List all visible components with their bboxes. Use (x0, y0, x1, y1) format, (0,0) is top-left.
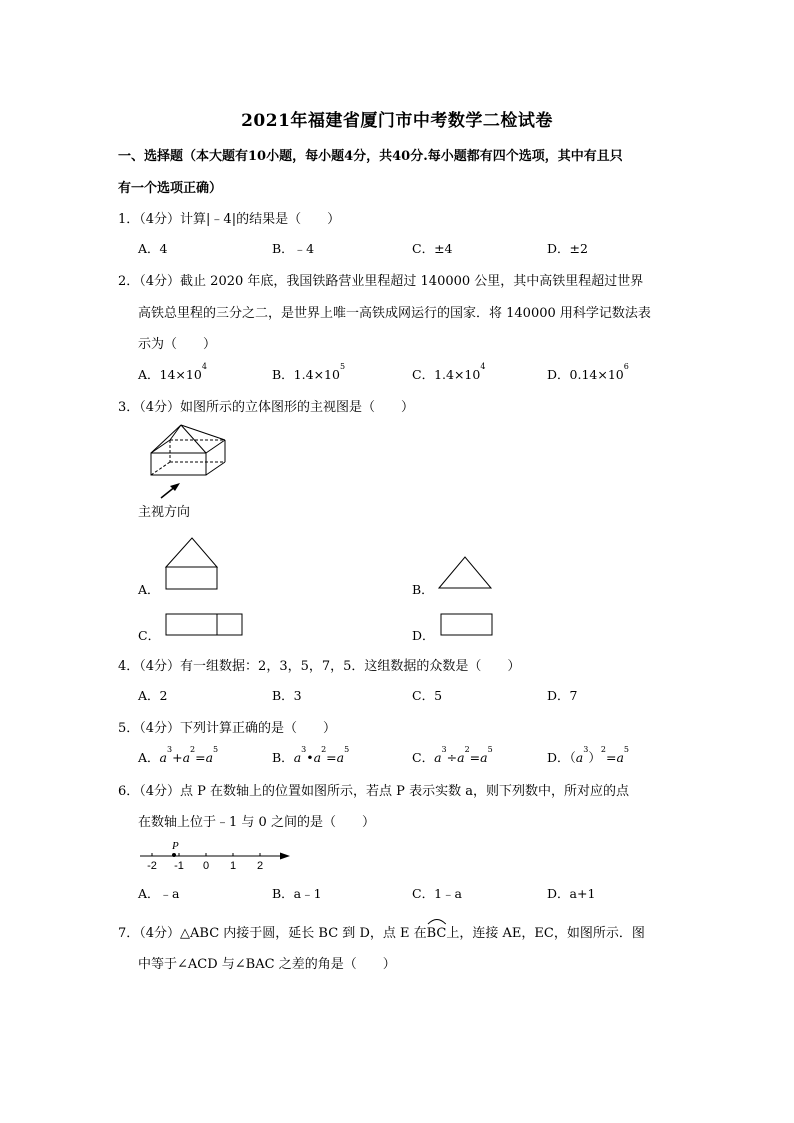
arc-icon (427, 917, 447, 925)
q3-option-c-figure[interactable] (165, 613, 245, 638)
q5-option-d[interactable]: D．$(a^3)^2=a^5$ (547, 745, 629, 765)
axis-tick-label: 2 (256, 860, 264, 872)
q2-stem-line2: 高铁总里程的三分之二，是世界上唯一高铁成网运行的国家．将 140000 用科学记数法表 (138, 306, 651, 321)
q5-option-d-text: $(a^3)^2=a^5$ (569, 745, 629, 765)
q3-figure-label: 主视方向 (138, 505, 191, 520)
q3-option-b[interactable]: B． (412, 582, 434, 597)
q6-option-d[interactable]: D．a+1 (547, 886, 596, 901)
q6-stem-line2: 在数轴上位于﹣1 与 0 之间的是（ ） (138, 815, 375, 830)
q4-option-d[interactable]: D．7 (547, 688, 578, 703)
q3-option-c[interactable]: C． (138, 628, 161, 643)
q5-option-b-text: $a^3•a^2=a^5$ (293, 745, 350, 765)
q2-stem-line3: 示为（ ） (138, 337, 217, 352)
q3-option-a[interactable]: A． (138, 582, 160, 597)
q4-option-c[interactable]: C．5 (412, 688, 443, 703)
q5-option-a[interactable]: A．$a^3+a^2=a^5$ (138, 745, 219, 765)
axis-arrow-icon (280, 853, 290, 860)
q4-stem: 4．（4分）有一组数据：2，3，5，7，5．这组数据的众数是（ ） (118, 659, 521, 674)
q1-option-b[interactable]: B．﹣4 (272, 241, 315, 256)
q4-option-b[interactable]: B．3 (272, 688, 302, 703)
q2-option-a[interactable]: A．$14\times 10^4$ (138, 362, 207, 382)
q5-option-a-text: $a^3+a^2=a^5$ (159, 745, 219, 765)
axis-tick-label: -1 (174, 860, 184, 872)
point-p-marker (172, 853, 176, 857)
q2-option-b[interactable]: B．$1.4\times 10^5$ (272, 362, 346, 382)
q3-stem: 3．（4分）如图所示的立体图形的主视图是（ ） (118, 400, 415, 415)
q2-option-d[interactable]: D．$0.14\times 10^6$ (547, 362, 629, 382)
q1-option-c[interactable]: C．±4 (412, 241, 453, 256)
q5-option-c[interactable]: C．$a^3\div a^2=a^5$ (412, 745, 493, 765)
q3-option-b-figure[interactable] (438, 555, 494, 590)
q3-option-d-figure[interactable] (440, 613, 495, 638)
q2-stem-line1: 2．（4分）截止 2020 年底，我国铁路营业里程超过 140000 公里，其中高铁里程超过世界 (118, 274, 644, 289)
axis-tick-label: 0 (202, 860, 210, 872)
axis-tick-label: 1 (229, 860, 237, 872)
section-header-line1: 一、选择题（本大题有10小题，每小题4分，共40分.每小题都有四个选项，其中有且只 (118, 149, 623, 164)
point-p-label: P (172, 840, 179, 852)
arc-bc: BC (427, 926, 447, 941)
q5-stem: 5．（4分）下列计算正确的是（ ） (118, 721, 337, 736)
q5-option-c-text: $a^3\div a^2=a^5$ (434, 745, 493, 765)
q6-option-a[interactable]: A．﹣a (138, 886, 180, 901)
q4-option-a[interactable]: A．2 (138, 688, 168, 703)
q6-number-line (140, 838, 295, 872)
q6-stem-line1: 6．（4分）点 P 在数轴上的位置如图所示，若点 P 表示实数 a，则下列数中，所对应的点 (118, 784, 629, 799)
axis-tick-label: -2 (147, 860, 157, 872)
q1-stem: 1．（4分）计算|﹣4|的结果是（ ） (118, 212, 341, 227)
q3-option-d[interactable]: D． (412, 628, 435, 643)
q1-option-d[interactable]: D．±2 (547, 241, 588, 256)
q7-stem-line1: 7．（4分）△ABC 内接于圆，延长 BC 到 D，点 E 在 BC上，连接 AE，EC，如图所示．图 (118, 922, 645, 941)
q2-option-c[interactable]: C．$1.4\times 10^4$ (412, 362, 486, 382)
q7-stem-line2: 中等于∠ACD 与∠BAC 之差的角是（ ） (138, 957, 396, 972)
q6-option-c[interactable]: C．1﹣a (412, 886, 462, 901)
q1-option-a[interactable]: A．4 (138, 241, 168, 256)
q5-option-b[interactable]: B．$a^3•a^2=a^5$ (272, 745, 350, 765)
q3-option-a-figure[interactable] (165, 537, 220, 592)
section-header-line2: 有一个选项正确） (118, 181, 223, 196)
page-title: 2021年福建省厦门市中考数学二检试卷 (241, 111, 553, 131)
view-direction-arrow-icon (155, 478, 185, 503)
q6-option-b[interactable]: B．a﹣1 (272, 886, 322, 901)
